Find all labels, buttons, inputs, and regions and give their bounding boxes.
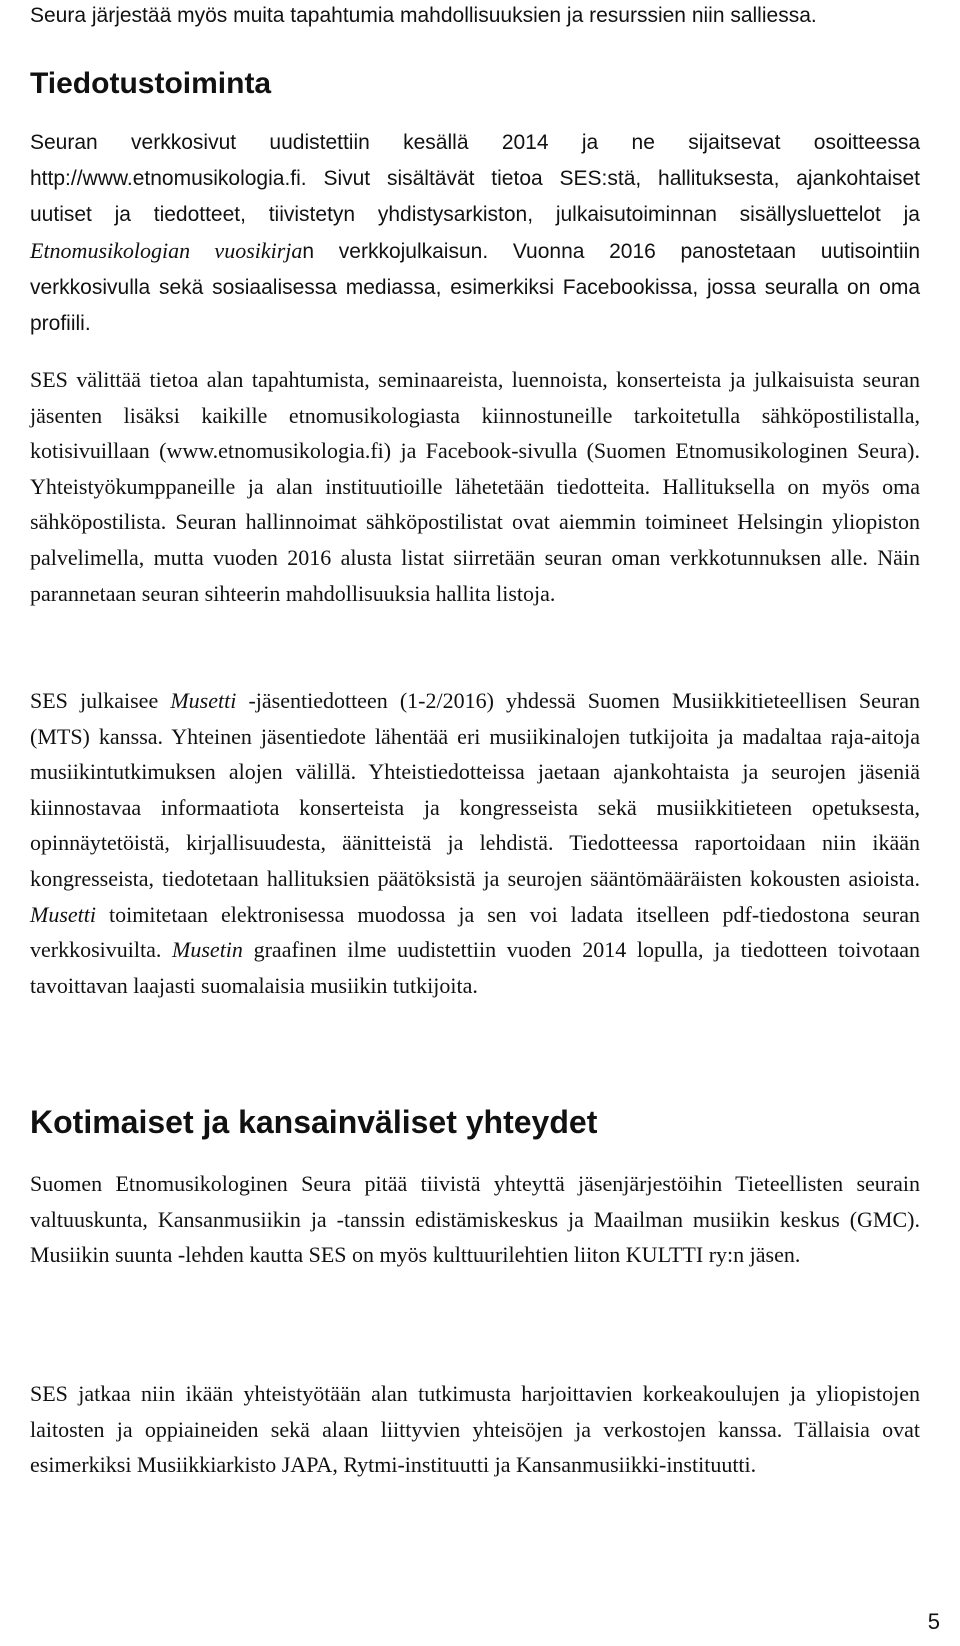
paragraph-website-text-a: Seuran verkkosivut uudistettiin kesällä 2014 ja ne sijaitsevat osoitteessa http://www.etnomusikologia.fi. Sivut sisältävät tietoa SES:stä, hallituksesta, ajankohtaiset uutiset ja tiedotteet, tiivistetyn yhdistysarkiston, julkaisutoiminnan sisällysluettelot ja — [30, 131, 920, 226]
paragraph-musetti — [30, 683, 920, 1003]
paragraph-mailing-list: SES välittää tietoa alan tapahtumista, seminaareista, luennoista, konserteista ja julkaisuista seuran jäsenten lisäksi kaikille etnomusikologiasta kiinnostuneille tarkoitetulla sähköpostilistalla, kotisivuillaan (www.etnomusikologia.fi) ja Facebook-sivulla (Suomen Etnomusikologinen Seura). Yhteistyökumppaneille ja alan instituutioille lähetetään tiedotteita. Hallituksella on myös oma sähköpostilista. Seuran hallinnoimat sähköpostilistat ovat aiemmin toimineet Helsingin yliopiston palvelimella, mutta vuoden 2016 alusta listat siirretään seuran oman verkkotunnuksen alle. Näin parannetaan seuran sihteerin mahdollisuuksia hallita listoja. — [30, 367, 920, 606]
intro-paragraph: Seura järjestää myös muita tapahtumia mahdollisuuksien ja resurssien niin salliessa. — [30, 4, 817, 27]
heading-tiedotustoiminta: Tiedotustoiminta — [30, 67, 272, 100]
heading-yhteydet: Kotimaiset ja kansainväliset yhteydet — [30, 1104, 598, 1140]
paragraph-website — [30, 125, 920, 342]
page-number: 5 — [927, 1609, 940, 1634]
musetti-title-1: Musetti — [170, 688, 237, 713]
paragraph-musetti-text-c: toimitetaan elektronisessa muodossa ja sen voi ladata itselleen pdf-tiedostona seuran verkkosivuilta. — [30, 901, 920, 963]
paragraph-musetti-text-b: -jäsentiedotteen (1-2/2016) yhdessä Suomen Musiikkitieteellisen Seuran (MTS) kanssa. Yhteinen jäsentiedote lähentää eri musiikinalojen tutkijoita ja madaltaa raja-aitoja musiikintutkimuksen alojen välillä. Yhteistiedotteissa jaetaan ajankohtaista ja seurojen jäseniä kiinnostavaa informaatiota konserteista ja kongresseista sekä musiikkitieteen opetuksesta, opinnäytetöistä, kirjallisuudesta, äänitteistä ja lehdistä. Tiedotteessa raportoidaan niin ikään kongresseista, tiedotetaan hallituksien päätöksistä ja seurojen sääntömääräisten kokousten asioista. — [30, 688, 920, 891]
yearbook-title: Etnomusikologian vuosikirja — [30, 238, 303, 263]
paragraph-website-text-b: n verkkojulkaisun. Vuonna 2016 panostetaan uutisointiin verkkosivulla sekä sosiaalisessa mediassa, esimerkiksi Facebookissa, jossa seuralla on oma profiili. — [30, 240, 920, 335]
musetti-title-2: Musetti — [30, 901, 96, 927]
paragraph-member-organisations: Suomen Etnomusikologinen Seura pitää tiivistä yhteyttä jäsenjärjestöihin Tieteellisten seurain valtuuskunta, Kansanmusiikin ja -tanssin edistämiskeskus ja Maailman musiikin keskus (GMC). Musiikin suunta -lehden kautta SES on myös kulttuurilehtien liiton KULTTI ry:n jäsen. — [30, 1171, 920, 1268]
musetti-title-3: Musetin — [172, 937, 243, 963]
paragraph-cooperation: SES jatkaa niin ikään yhteistyötään alan tutkimusta harjoittavien korkeakoulujen ja yliopistojen laitosten ja oppiaineiden sekä alaan liittyvien yhteisöjen ja verkostojen kanssa. Tällaisia ovat esimerkiksi Musiikkiarkisto JAPA, Rytmi-instituutti ja Kansanmusiikki-instituutti. — [30, 1381, 920, 1478]
paragraph-musetti-text-d: graafinen ilme uudistettiin vuoden 2014 lopulla, ja tiedotteen toivotaan tavoittavan laajasti suomalaisia musiikin tutkijoita. — [30, 937, 920, 998]
paragraph-musetti-text-a: SES julkaisee — [30, 688, 171, 713]
